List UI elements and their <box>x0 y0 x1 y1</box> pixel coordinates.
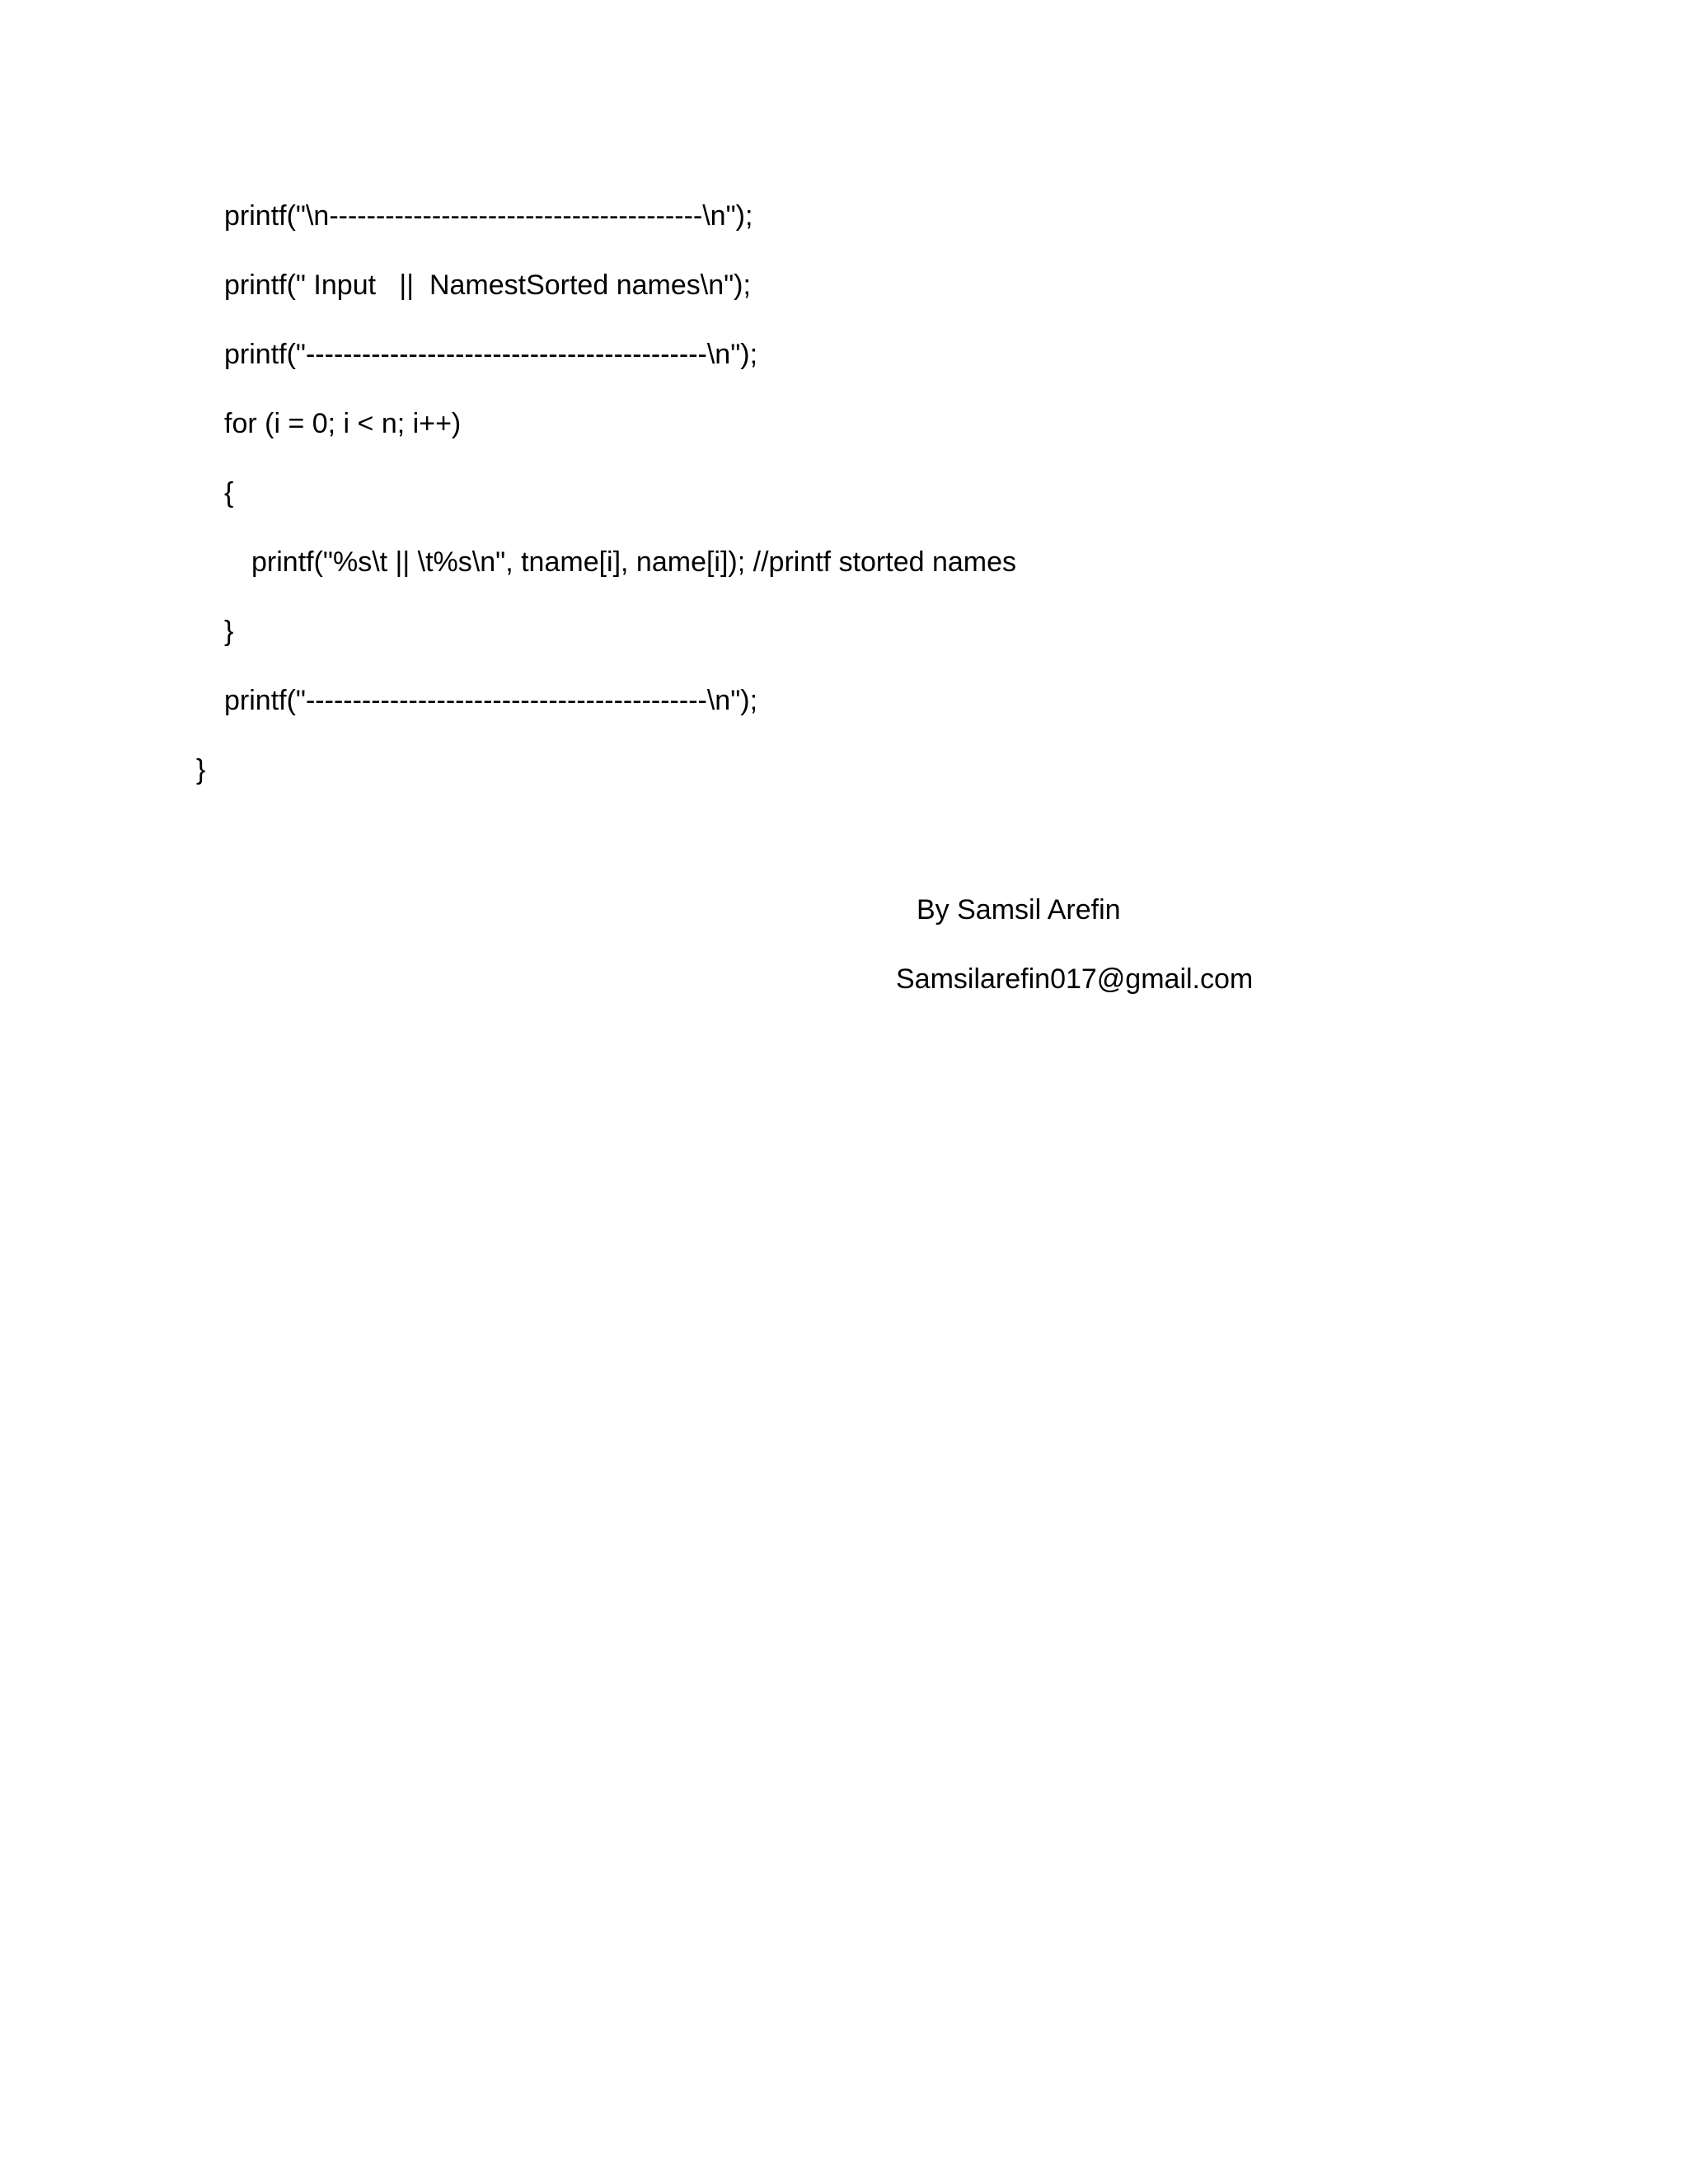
code-line-function-close-brace: } <box>196 754 206 785</box>
author-email: Samsilarefin017@gmail.com <box>896 963 1254 995</box>
code-line-printf-row: printf("%s\t || \t%s\n", tname[i], name[i]); //printf storted names <box>251 546 1017 578</box>
code-line-printf-header-top: printf("\n----------------------------------------\n"); <box>224 200 753 232</box>
code-line-close-brace: } <box>224 616 234 647</box>
code-line-printf-header-bottom: printf("-------------------------------------------\n"); <box>224 339 758 370</box>
code-line-open-brace: { <box>224 477 234 509</box>
code-line-printf-footer: printf("-------------------------------------------\n"); <box>224 685 758 716</box>
code-line-for-loop: for (i = 0; i < n; i++) <box>224 408 462 439</box>
code-line-printf-header-title: printf(" Input || NamestSorted names\n"); <box>224 269 751 301</box>
author-name: By Samsil Arefin <box>917 894 1121 926</box>
